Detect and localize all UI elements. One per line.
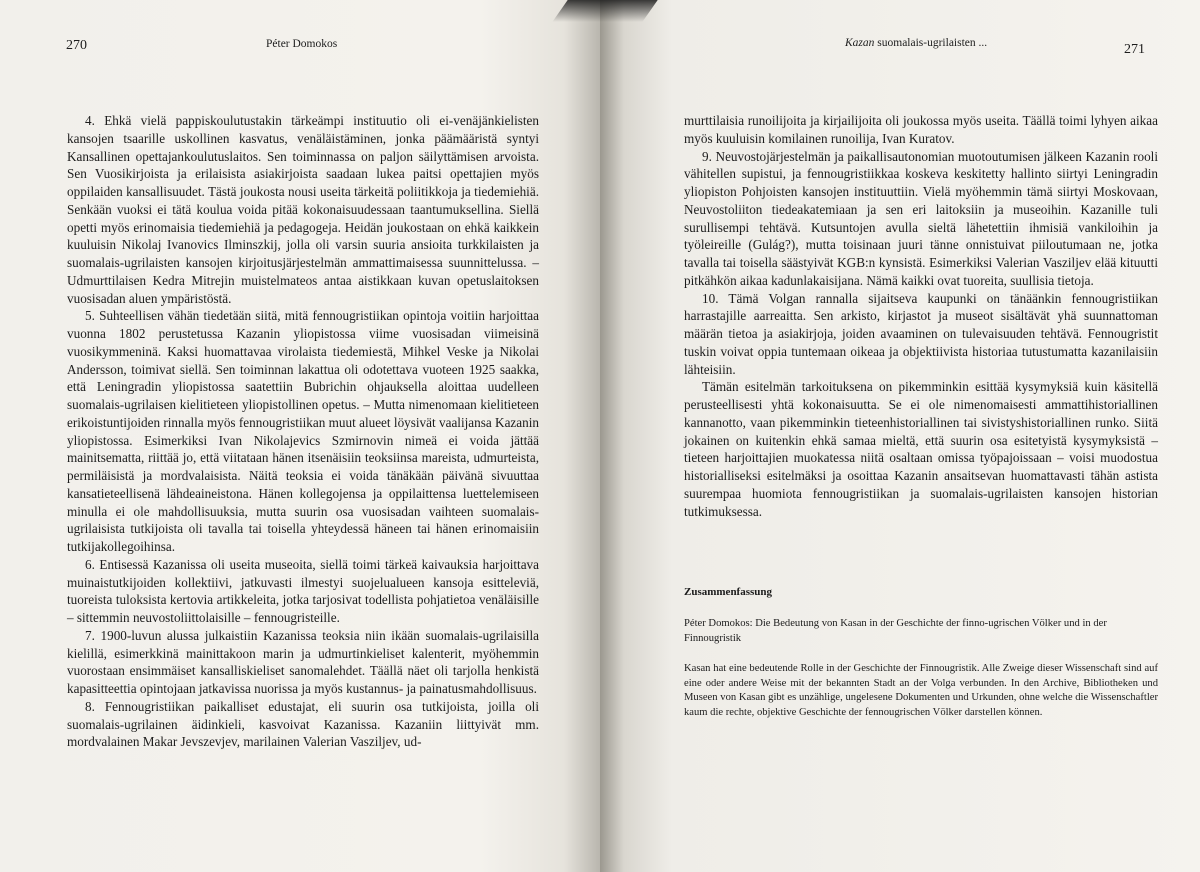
paragraph: 5. Suhteellisen vähän tiedetään siitä, mitä fennougristiikan opintoja voitiin harjoittaa vuonna 1802 perustetussa Kazanin yliopistossa viime vuosisadan viimeisinä vuosikymmeninä. Kaksi huomattavaa virolaista tiedemiestä, Mihkel Veske ja Nikolai Andersson, toimivat siellä. Sen toiminnan lakattua oli odotettava vuoteen 1925 saakka, että Leningradin yliopistossa saatettiin Bubrichin ohjauksella aloittaa uudelleen suomalais-ugrilaisen kielitieteen yliopistollinen opetus. – Mutta nimenomaan kielitieteen erikoistuntijoiden rinnalla myös fennougristiikan muut alueet löysivät vaalijansa Kazanin yliopistossa. Esimerkiksi Ivan Nikolajevics Szmirnovin nimeä ei voida jättää mainitsematta, riittää jo, että viitataan hänen itsenäisiin teoksiinsa mareista, udmurteista, permiläisistä ja mordvalaisista. Näitä teoksia ei voida tänäkään päivänä sivuuttaa kansatieteellisenä lähdeaineistona. Hänen kollegojensa ja oppilaittensa luettelemiseen minulla ei ole mahdollisuuksia, mutta suurin osa vuosisadan vaihteen suomalais-ugrilaisista tutkijoista oli tavalla tai toisella yhteydessä häneen tai hänen erinomaisiin tutkijakollegoihinsa. bbox=[67, 308, 539, 554]
running-head-italic: Kazan bbox=[845, 37, 875, 49]
paragraph: 8. Fennougristiikan paikalliset edustajat, eli suurin osa tutkijoista, joilla oli suomalais-ugrilainen äidinkieli, kasvoivat Kazanissa. Kazaniin liittyivät mm. mordvalainen Makar Jevszevjev, marilainen Valerian Vasziljev, ud- bbox=[67, 698, 539, 750]
spine-shadow bbox=[552, 0, 657, 22]
paragraph: 6. Entisessä Kazanissa oli useita museoita, siellä toimi tärkeä kaivauksia harjoittava muinaistutkijoiden kollektiivi, jatkuvasti ilmestyi suojelualueen kansoja esitteleviä, tuoreista tuloksista kertovia artikkeleita, jotka tarjosivat todellista pohjatietoa venäläisille – sittemmin neuvostoliittolaisille – fennougristeille. bbox=[67, 556, 539, 625]
paragraph: 7. 1900-luvun alussa julkaistiin Kazanissa teoksia niin ikään suomalais-ugrilaisilla kielillä, esimerkkinä mainittakoon marin ja udmurtinkieliset kalenterit, myöhemmin vuorostaan ensimmäiset kansalliskieliset sanomalehdet. Täällä näet oli tarjolla henkistä kapasitteettia opintojaan jatkavissa nuorissa ja myös kustannus- ja painatusmahdollisuus. bbox=[67, 627, 539, 696]
summary-title: Zusammenfassung bbox=[684, 586, 773, 598]
paragraph: 4. Ehkä vielä pappiskoulutustakin tärkeämpi instituutio oli ei-venäjänkielisten kansojen tsaarille uskollinen kasvatus, venäläistäminen, jonka päämääristä syntyi Kansallinen opettajankoulutuslaitos. Sen toiminnassa on paljon säilyttämisen arvoista. Sen Vuosikirjoista ja erilaisista asiakirjoista saadaan lukea paitsi opettajien myös oppilaiden kansallisuudet. Tästä joukosta nousi useita tärkeitä poliitikkoja ja tiedemiehiä. Senkään vuoksi ei tätä koulua voida pitää kokonaisuudessaan taantumuksellina. Siellä opetti myös erinomaisia tiedemiehiä ja pedagogeja. Heidän joukostaan on ehkä kaikkein kuuluisin Nikolaj Ivanovics Ilminszkij, jolla oli varsin suuria ansioita turkkilaisten ja suomalais-ugrilaisten kansojen kirjoitusjärjestelmän ammattimaisessa suunnittelussa. – Udmurttilaisen Kedra Mitrejin muistelmateos antaa aistikkaan kuvan opetuslaitoksen vuosisadan aluen ympäristöstä. bbox=[67, 113, 539, 306]
page-number-left: 270 bbox=[66, 38, 87, 53]
page-number-right: 271 bbox=[1124, 42, 1145, 57]
paragraph: Tämän esitelmän tarkoituksena on pikemminkin esittää kysymyksiä kuin käsitellä perusteellisesti yhtä kokonaisuutta. Se ei ole nimenomaisesti ammattihistoriallinen kannanotto, vaan pikemminkin tieteenhistoriallinen tai sivistyshistoriallinen runko. Siitä jokainen on kuitenkin ehkä samaa mieltä, että suurin osa esitetyistä kysymyksistä – tieteen harjoittajien muokatessa niitä osaltaan omissa työpajoissaan – voisi muodostua historialliseksi esitelmäksi ja osoittaa Kazanin ansaitsevan huomattavasti tähän astista suurempaa huomiota fennougristiikan ja suomalais-ugrilaisten kansojen historian tutkimuksessa. bbox=[684, 379, 1158, 519]
summary-body: Kasan hat eine bedeutende Rolle in der Geschichte der Finnougristik. Alle Zweige dieser Wissenschaft sind auf eine oder andere Weise mit der bekannten Stadt an der Volga verbunden. In den Archive, Bibliotheken und Museen von Kasan gibt es unzählige, ungelesene Dokumenten und Urkunden, ohne welche die Wissenschaftler kaum die rechte, objektive Geschichte der fennougrischen Völker darstellen können. bbox=[684, 663, 1158, 718]
summary-reference: Péter Domokos: Die Bedeutung von Kasan in der Geschichte der finno-ugrischen Völker und in der Finnougristik bbox=[684, 618, 1107, 644]
running-head-right bbox=[845, 37, 987, 49]
running-head-rest: suomalais-ugrilaisten ... bbox=[874, 37, 988, 49]
paragraph: murttilaisia runoilijoita ja kirjailijoita oli joukossa myös useita. Täällä toimi lyhyen aikaa myös kuuluisin komilainen runoilija, Ivan Kuratov. bbox=[684, 113, 1158, 146]
right-page bbox=[600, 0, 1200, 872]
paragraph: 9. Neuvostojärjestelmän ja paikallisautonomian muotoutumisen jälkeen Kazanin rooli vähitellen supistui, ja fennougristiikkaa koskeva keskitetty hallinto siirtyi Leningradin yliopiston Pohjoisten kansojen instituuttiin. Vielä myöhemmin tämä siirtyi Moskovaan, Neuvostoliiton tiedeakatemiaan ja sen eri laitoksiin ja museoihin. Kazanille tuli surullisempi tehtävä. Kutsuntojen avulla sieltä lähetettiin ihmisiä vankiloihin ja työleireille (Gulág?), mutta toisinaan juuri tänne onnistuivat piiloutumaan ne, jotka tavalla tai toisella säästyivät KGB:n kynsistä. Esimerkiksi Valerian Vasziljev elää kituutti pitkähkön aikaa kadunlakaisijana. Nämä kaikki ovat tuoreita, suullisia tietoja. bbox=[684, 148, 1158, 288]
right-body-text bbox=[684, 112, 1158, 520]
left-body-text bbox=[67, 112, 539, 751]
running-head-left: Péter Domokos bbox=[266, 38, 338, 50]
paragraph: 10. Tämä Volgan rannalla sijaitseva kaupunki on tänäänkin fennougristiikan harrastajille aarreaitta. Sen arkisto, kirjastot ja museot sisältävät yhä suunnattoman määrän tietoa ja asiakirjoja, joiden avaaminen on tulevaisuuden tehtävä. Fennougristit tuskin voivat oppia tuntemaan oikeaa ja objektiivista historiaa tutustumatta kazanilaisiin lähteisiin. bbox=[684, 290, 1158, 377]
